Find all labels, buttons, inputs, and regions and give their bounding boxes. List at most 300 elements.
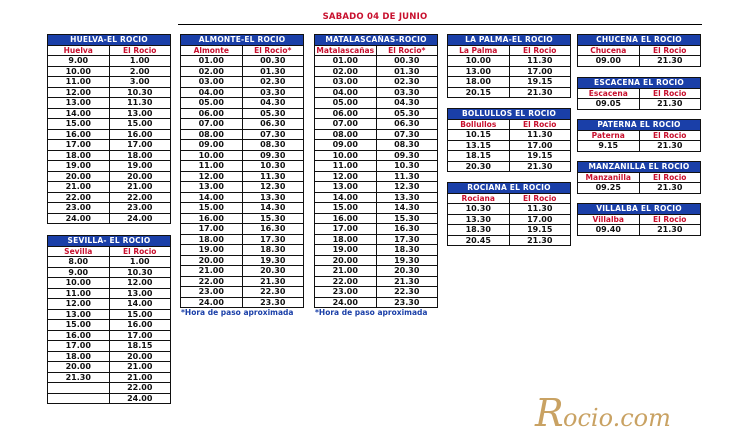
arrival-time: 05.30 — [376, 108, 438, 119]
departure-time: 14.00 — [181, 192, 243, 203]
table-row — [315, 108, 438, 119]
arrival-time: 21.00 — [109, 372, 171, 383]
departure-time: 22.00 — [48, 192, 110, 203]
table-row — [48, 351, 171, 362]
table-row — [181, 98, 304, 109]
timetable-lapalma — [447, 34, 571, 98]
arrival-time: 10.30 — [109, 267, 171, 278]
timetable-bollullos — [447, 108, 571, 172]
arrival-time: 14.30 — [376, 203, 438, 214]
departure-time: 16.00 — [315, 213, 377, 224]
arrival-time: 14.30 — [242, 203, 304, 214]
table-row — [48, 56, 171, 67]
arrival-time: 18.30 — [242, 245, 304, 256]
arrival-time: 20.00 — [109, 351, 171, 362]
departure-time: 11.00 — [48, 77, 110, 88]
arrival-time: 11.30 — [242, 171, 304, 182]
arrival-time: 18.15 — [109, 341, 171, 352]
table-row — [181, 129, 304, 140]
table-row — [578, 99, 701, 110]
departure-time: 18.00 — [448, 77, 510, 88]
arrival-time: 21.30 — [242, 276, 304, 287]
table-row — [448, 77, 571, 88]
departure-time: 20.15 — [448, 87, 510, 98]
table-row — [578, 225, 701, 236]
arrival-time: 10.30 — [242, 161, 304, 172]
table-row — [578, 141, 701, 152]
arrival-time: 10.30 — [376, 161, 438, 172]
departure-time: 9.00 — [48, 56, 110, 67]
departure-time: 09.00 — [181, 140, 243, 151]
arrival-time: 11.30 — [509, 130, 571, 141]
table-row — [448, 140, 571, 151]
departure-time: 09.00 — [578, 56, 640, 67]
table-row — [315, 182, 438, 193]
table-row — [448, 151, 571, 162]
table-row — [48, 267, 171, 278]
departure-time: 20.00 — [48, 171, 110, 182]
table-row — [48, 150, 171, 161]
departure-time: 18.00 — [48, 351, 110, 362]
table-row — [48, 213, 171, 224]
departure-time: 13.00 — [48, 98, 110, 109]
table-row — [181, 77, 304, 88]
departure-time: 07.00 — [181, 119, 243, 130]
destination-column-header: El Rocio — [109, 246, 171, 257]
departure-time: 20.00 — [48, 362, 110, 373]
origin-column-header: Huelva — [48, 45, 110, 56]
arrival-time: 04.30 — [242, 98, 304, 109]
arrival-time: 22.00 — [109, 383, 171, 394]
arrival-time: 03.30 — [242, 87, 304, 98]
departure-time: 09.00 — [315, 140, 377, 151]
table-row — [48, 77, 171, 88]
table-row — [181, 276, 304, 287]
title-divider — [178, 24, 702, 25]
table-row — [181, 287, 304, 298]
table-row — [181, 192, 304, 203]
departure-time: 8.00 — [48, 257, 110, 268]
arrival-time: 05.30 — [242, 108, 304, 119]
departure-time: 19.00 — [315, 245, 377, 256]
departure-time — [48, 383, 110, 394]
arrival-time: 00.30 — [376, 56, 438, 67]
arrival-time: 21.30 — [639, 56, 701, 67]
destination-column-header: El Rocio* — [242, 45, 304, 56]
departure-time: 23.00 — [48, 203, 110, 214]
table-row — [181, 119, 304, 130]
timetable-villalba — [577, 203, 701, 236]
departure-time: 01.00 — [315, 56, 377, 67]
route-title: MANZANILLA EL ROCIO — [578, 162, 701, 173]
arrival-time: 07.30 — [376, 129, 438, 140]
table-row — [48, 372, 171, 383]
departure-time: 02.00 — [181, 66, 243, 77]
table-row — [448, 225, 571, 236]
arrival-time: 19.30 — [242, 255, 304, 266]
departure-time: 12.00 — [48, 299, 110, 310]
arrival-time: 13.00 — [109, 108, 171, 119]
table-row — [315, 203, 438, 214]
arrival-time: 16.00 — [109, 320, 171, 331]
route-title: LA PALMA-EL ROCIO — [448, 35, 571, 46]
table-row — [315, 119, 438, 130]
arrival-time: 23.00 — [109, 203, 171, 214]
arrival-time: 21.00 — [109, 362, 171, 373]
arrival-time: 11.30 — [509, 56, 571, 67]
table-row — [315, 77, 438, 88]
table-row — [315, 161, 438, 172]
origin-column-header: Chucena — [578, 45, 640, 56]
table-row — [315, 66, 438, 77]
departure-time: 03.00 — [315, 77, 377, 88]
arrival-time: 22.30 — [376, 287, 438, 298]
table-row — [181, 297, 304, 308]
origin-column-header: Almonte — [181, 45, 243, 56]
table-row — [48, 203, 171, 214]
arrival-time: 02.30 — [376, 77, 438, 88]
arrival-time: 12.00 — [109, 278, 171, 289]
arrival-time: 3.00 — [109, 77, 171, 88]
timetable-chucena — [577, 34, 701, 67]
arrival-time: 20.00 — [109, 171, 171, 182]
departure-time: 19.00 — [48, 161, 110, 172]
arrival-time: 19.00 — [109, 161, 171, 172]
arrival-time: 17.00 — [509, 140, 571, 151]
table-row — [181, 255, 304, 266]
arrival-time: 13.30 — [376, 192, 438, 203]
departure-time: 24.00 — [315, 297, 377, 308]
table-row — [315, 192, 438, 203]
destination-column-header: El Rocio — [639, 172, 701, 183]
arrival-time: 12.30 — [376, 182, 438, 193]
arrival-time: 03.30 — [376, 87, 438, 98]
table-row — [315, 255, 438, 266]
table-row — [315, 150, 438, 161]
departure-time: 13.15 — [448, 140, 510, 151]
table-row — [181, 171, 304, 182]
route-title: ROCIANA EL ROCIO — [448, 183, 571, 194]
departure-time: 09.05 — [578, 99, 640, 110]
arrival-time: 11.30 — [376, 171, 438, 182]
arrival-time: 15.00 — [109, 119, 171, 130]
arrival-time: 21.30 — [639, 225, 701, 236]
departure-time: 11.00 — [181, 161, 243, 172]
origin-column-header: Villalba — [578, 214, 640, 225]
departure-time: 17.00 — [48, 341, 110, 352]
departure-time: 11.00 — [48, 288, 110, 299]
table-row — [181, 203, 304, 214]
table-row — [315, 297, 438, 308]
arrival-time: 17.00 — [509, 214, 571, 225]
departure-time: 05.00 — [181, 98, 243, 109]
arrival-time: 10.30 — [109, 87, 171, 98]
origin-column-header: Sevilla — [48, 246, 110, 257]
departure-time: 23.00 — [181, 287, 243, 298]
table-row — [181, 161, 304, 172]
departure-time: 07.00 — [315, 119, 377, 130]
table-row — [48, 108, 171, 119]
table-row — [315, 224, 438, 235]
table-row — [48, 288, 171, 299]
arrival-time: 24.00 — [109, 213, 171, 224]
table-row — [181, 224, 304, 235]
departure-time: 18.00 — [181, 234, 243, 245]
departure-time: 09.40 — [578, 225, 640, 236]
table-row — [48, 362, 171, 373]
arrival-time: 17.00 — [509, 66, 571, 77]
rocio-logo — [533, 390, 713, 430]
arrival-time: 17.30 — [242, 234, 304, 245]
table-row — [48, 129, 171, 140]
timetable-matalascanas — [314, 34, 438, 308]
table-row — [48, 66, 171, 77]
departure-time: 18.30 — [448, 225, 510, 236]
timetable-almonte — [180, 34, 304, 308]
route-title: ESCACENA EL ROCIO — [578, 78, 701, 89]
timetable-paterna — [577, 119, 701, 152]
departure-time: 04.00 — [181, 87, 243, 98]
arrival-time: 22.30 — [242, 287, 304, 298]
table-row — [315, 129, 438, 140]
route-title: ALMONTE-EL ROCIO — [181, 35, 304, 46]
arrival-time: 14.00 — [109, 299, 171, 310]
departure-time: 23.00 — [315, 287, 377, 298]
departure-time: 10.00 — [48, 278, 110, 289]
destination-column-header: El Rocio — [509, 193, 571, 204]
origin-column-header: Manzanilla — [578, 172, 640, 183]
arrival-time: 19.15 — [509, 225, 571, 236]
departure-time: 21.00 — [181, 266, 243, 277]
destination-column-header: El Rocio — [109, 45, 171, 56]
arrival-time: 19.15 — [509, 151, 571, 162]
destination-column-header: El Rocio — [639, 45, 701, 56]
table-row — [48, 171, 171, 182]
departure-time: 17.00 — [315, 224, 377, 235]
departure-time: 21.00 — [48, 182, 110, 193]
arrival-time: 20.30 — [242, 266, 304, 277]
departure-time: 13.00 — [181, 182, 243, 193]
departure-time: 08.00 — [181, 129, 243, 140]
table-row — [48, 299, 171, 310]
origin-column-header: La Palma — [448, 45, 510, 56]
table-row — [48, 309, 171, 320]
arrival-time: 13.30 — [242, 192, 304, 203]
table-row — [48, 161, 171, 172]
departure-time: 20.00 — [181, 255, 243, 266]
origin-column-header: Matalascañas — [316, 45, 375, 55]
table-row — [48, 182, 171, 193]
table-row — [448, 235, 571, 246]
table-row — [48, 140, 171, 151]
arrival-time: 16.30 — [242, 224, 304, 235]
arrival-time: 21.30 — [376, 276, 438, 287]
departure-time: 04.00 — [315, 87, 377, 98]
svg-text:R: R — [535, 391, 564, 430]
departure-time: 10.00 — [448, 56, 510, 67]
table-row — [181, 245, 304, 256]
arrival-time: 01.30 — [376, 66, 438, 77]
table-row — [448, 87, 571, 98]
svg-text:ocio.com: ocio.com — [563, 404, 671, 430]
origin-column-header: Escacena — [578, 88, 640, 99]
departure-time: 15.00 — [48, 119, 110, 130]
departure-time: 9.00 — [48, 267, 110, 278]
arrival-time: 15.30 — [376, 213, 438, 224]
arrival-time: 12.30 — [242, 182, 304, 193]
route-title: CHUCENA EL ROCIO — [578, 35, 701, 46]
timetable-manzanilla — [577, 161, 701, 194]
table-row — [181, 150, 304, 161]
arrival-time: 21.30 — [509, 161, 571, 172]
departure-time: 24.00 — [48, 213, 110, 224]
departure-time: 10.00 — [181, 150, 243, 161]
table-row — [48, 320, 171, 331]
departure-time: 20.45 — [448, 235, 510, 246]
departure-time: 13.00 — [48, 309, 110, 320]
arrival-time: 16.30 — [376, 224, 438, 235]
table-row — [448, 204, 571, 215]
departure-time: 13.00 — [448, 66, 510, 77]
arrival-time: 01.30 — [242, 66, 304, 77]
arrival-time: 18.30 — [376, 245, 438, 256]
arrival-time: 20.30 — [376, 266, 438, 277]
table-row — [48, 278, 171, 289]
departure-time: 11.00 — [315, 161, 377, 172]
departure-time: 15.00 — [48, 320, 110, 331]
departure-time: 05.00 — [315, 98, 377, 109]
table-row — [578, 183, 701, 194]
arrival-time: 22.00 — [109, 192, 171, 203]
departure-time: 12.00 — [315, 171, 377, 182]
departure-time: 13.30 — [448, 214, 510, 225]
table-row — [48, 192, 171, 203]
table-row — [181, 108, 304, 119]
table-row — [181, 66, 304, 77]
table-row — [315, 276, 438, 287]
departure-time: 01.00 — [181, 56, 243, 67]
destination-column-header: El Rocio — [509, 45, 571, 56]
arrival-time: 00.30 — [242, 56, 304, 67]
arrival-time: 21.30 — [509, 87, 571, 98]
departure-time: 10.30 — [448, 204, 510, 215]
arrival-time: 21.30 — [639, 99, 701, 110]
destination-column-header: El Rocio — [639, 214, 701, 225]
arrival-time: 04.30 — [376, 98, 438, 109]
departure-time: 15.00 — [181, 203, 243, 214]
arrival-time: 21.00 — [109, 182, 171, 193]
arrival-time: 17.00 — [109, 330, 171, 341]
departure-time: 10.00 — [315, 150, 377, 161]
departure-time: 16.00 — [181, 213, 243, 224]
arrival-time: 21.30 — [639, 141, 701, 152]
destination-column-header: El Rocio — [639, 130, 701, 141]
departure-time: 08.00 — [315, 129, 377, 140]
departure-time: 19.00 — [181, 245, 243, 256]
arrival-time: 11.30 — [109, 98, 171, 109]
arrival-time: 13.00 — [109, 288, 171, 299]
departure-time: 15.00 — [315, 203, 377, 214]
arrival-time: 23.30 — [376, 297, 438, 308]
table-row — [315, 98, 438, 109]
departure-time: 16.00 — [48, 129, 110, 140]
departure-time: 17.00 — [181, 224, 243, 235]
departure-time: 21.30 — [48, 372, 110, 383]
destination-column-header: El Rocio — [509, 119, 571, 130]
table-row — [315, 140, 438, 151]
departure-time: 02.00 — [315, 66, 377, 77]
table-row — [315, 213, 438, 224]
departure-time: 10.00 — [48, 66, 110, 77]
table-row — [48, 341, 171, 352]
timetable-huelva — [47, 34, 171, 224]
arrival-time: 17.00 — [109, 140, 171, 151]
origin-column-header: Rociana — [448, 193, 510, 204]
note-matalascanas: *Hora de paso aproximada — [315, 308, 428, 317]
departure-time: 18.15 — [448, 151, 510, 162]
arrival-time: 1.00 — [109, 257, 171, 268]
arrival-time: 16.00 — [109, 129, 171, 140]
departure-time: 18.00 — [315, 234, 377, 245]
route-title: SEVILLA- EL ROCIO — [48, 236, 171, 247]
arrival-time: 1.00 — [109, 56, 171, 67]
table-row — [181, 213, 304, 224]
table-row — [48, 393, 171, 404]
departure-time: 16.00 — [48, 330, 110, 341]
arrival-time: 09.30 — [376, 150, 438, 161]
departure-time: 22.00 — [181, 276, 243, 287]
arrival-time: 15.30 — [242, 213, 304, 224]
table-row — [181, 87, 304, 98]
table-row — [448, 130, 571, 141]
table-row — [315, 287, 438, 298]
table-row — [315, 234, 438, 245]
arrival-time: 17.30 — [376, 234, 438, 245]
departure-time: 12.00 — [181, 171, 243, 182]
arrival-time: 15.00 — [109, 309, 171, 320]
arrival-time: 23.30 — [242, 297, 304, 308]
note-almonte: *Hora de paso aproximada — [181, 308, 294, 317]
table-row — [448, 161, 571, 172]
arrival-time: 24.00 — [109, 393, 171, 404]
table-row — [181, 140, 304, 151]
route-title: HUELVA-EL ROCIO — [48, 35, 171, 46]
departure-time: 14.00 — [48, 108, 110, 119]
table-row — [181, 182, 304, 193]
origin-column-header: Bollullos — [448, 119, 510, 130]
table-row — [48, 257, 171, 268]
origin-column-header: Paterna — [578, 130, 640, 141]
table-row — [48, 383, 171, 394]
table-row — [315, 266, 438, 277]
table-row — [448, 66, 571, 77]
table-row — [181, 56, 304, 67]
timetable-sevilla — [47, 235, 171, 404]
arrival-time: 19.30 — [376, 255, 438, 266]
arrival-time: 08.30 — [242, 140, 304, 151]
departure-time: 18.00 — [48, 150, 110, 161]
timetable-escacena — [577, 77, 701, 110]
departure-time: 20.30 — [448, 161, 510, 172]
arrival-time: 11.30 — [509, 204, 571, 215]
departure-time: 13.00 — [315, 182, 377, 193]
arrival-time: 08.30 — [376, 140, 438, 151]
table-row — [448, 56, 571, 67]
arrival-time: 21.30 — [509, 235, 571, 246]
departure-time: 06.00 — [181, 108, 243, 119]
route-title: MATALASCAÑAS-ROCIO — [315, 35, 438, 46]
table-row — [48, 87, 171, 98]
